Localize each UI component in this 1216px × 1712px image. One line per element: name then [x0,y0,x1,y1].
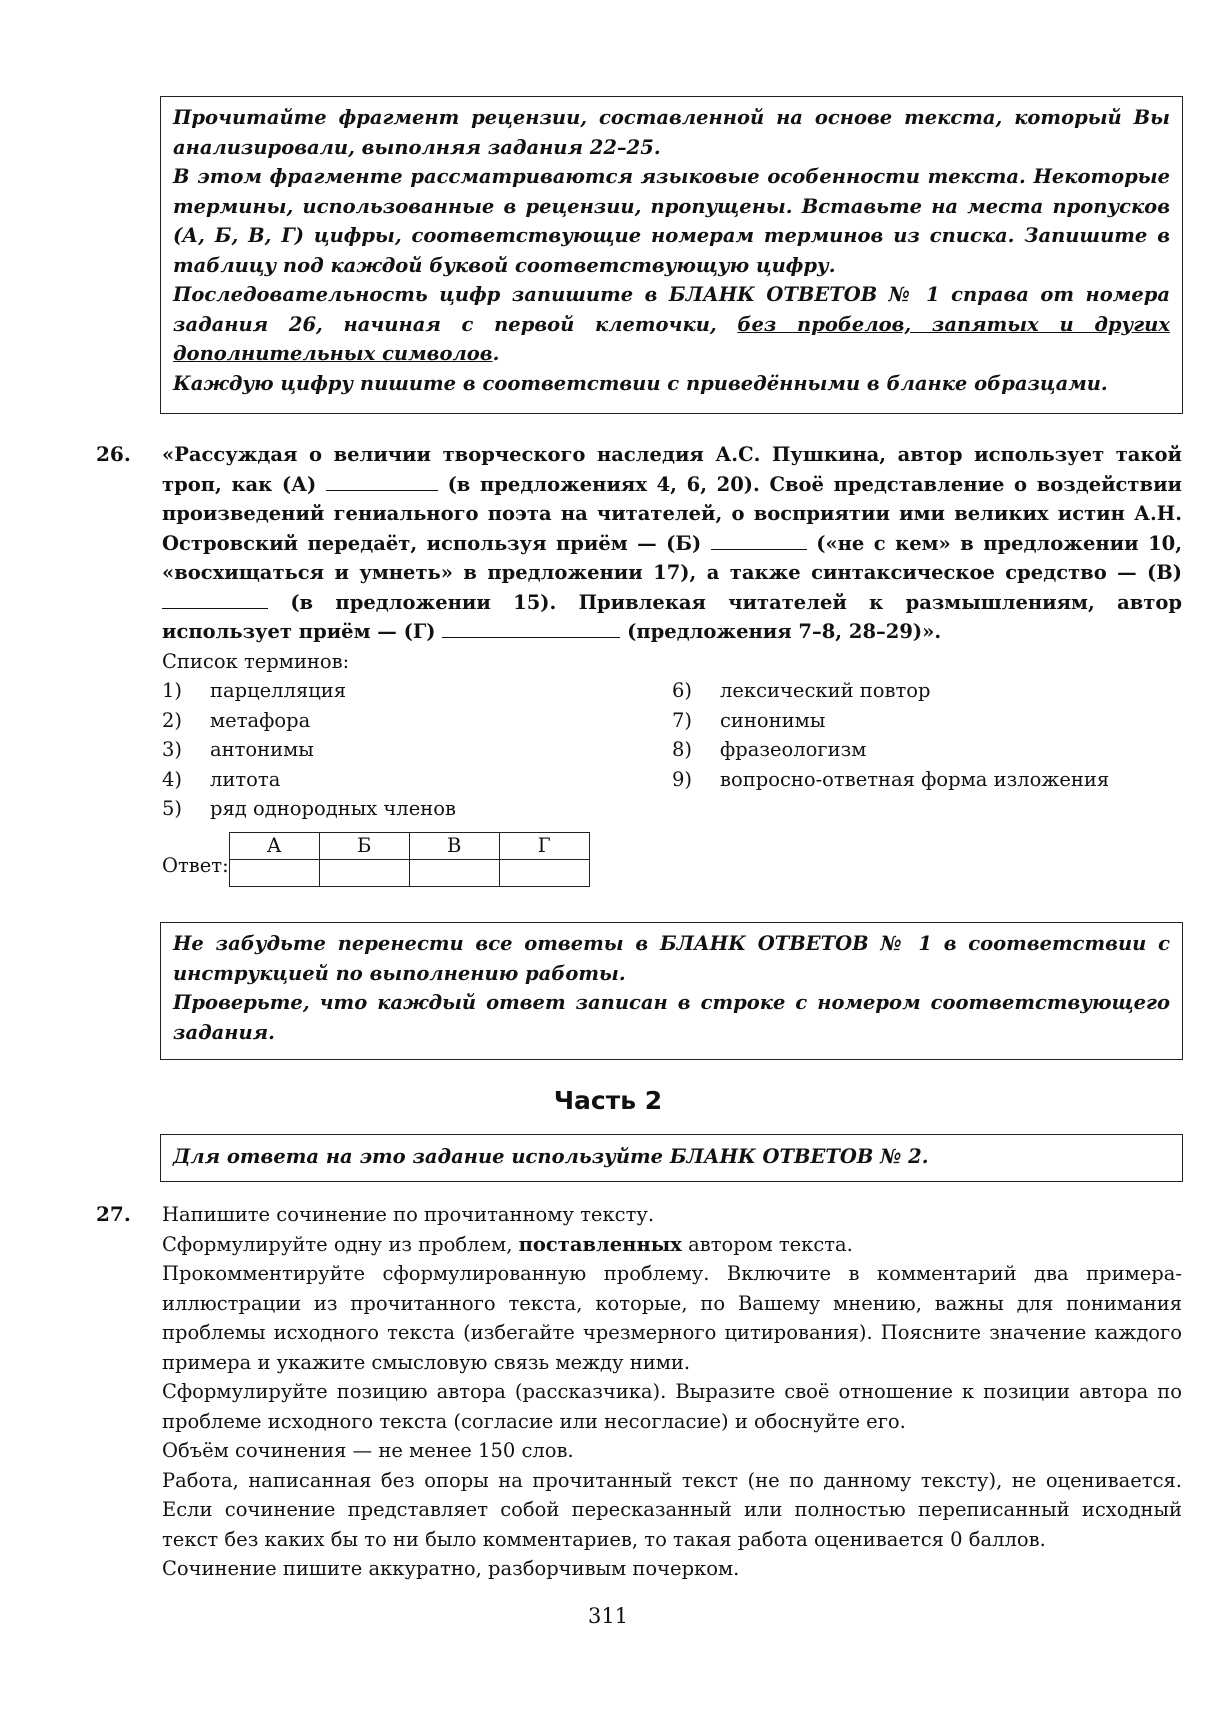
task-27-number: 27. [96,1202,131,1226]
terms-list [162,676,1182,824]
term-item: 4) литота [162,767,281,791]
task-26-number: 26. [96,442,131,466]
task-27-text-5: Объём сочинения — не менее 150 слов. [162,1439,574,1462]
term-item: 5) ряд однородных членов [162,797,456,820]
task-27-text-2: Сформулируйте одну из проблем, поставленных автором текста. [162,1232,853,1256]
answer-table [229,832,590,887]
task-27-text-3: Прокомментируйте сформулированную проблему. Включите в комментарий два примера-иллюстрации из прочитанного текста, которые, по Вашему мнению, важны для понимания проблемы исходного текста (избегайте чрезмерного цитирования). Поясните значение каждого примера и укажите смысловую связь между ними. [162,1262,1182,1374]
part-2-title: Часть 2 [553,1086,663,1115]
term-item: 8) фразеологизм [672,738,867,761]
underlined-requirement: без пробелов, запятых и других дополнительных символов [173,312,1170,365]
answer-label: Ответ: [162,854,229,877]
instruction-text-3: Последовательность цифр запишите в БЛАНК ОТВЕТОВ № 1 справа от номера задания 26, начиная с первой клеточки, без пробелов, запятых и других дополнительных символов. [173,283,1170,365]
answer-header-b: Б [319,832,409,859]
terms-title: Список терминов: [162,649,350,673]
blank-g [442,619,620,638]
blank-a [326,472,438,491]
task-27-text-7: Сочинение пишите аккуратно, разборчивым почерком. [162,1557,740,1580]
task-27-text-1: Напишите сочинение по прочитанному тексту. [162,1203,655,1226]
term-item: 6) лексический повтор [672,679,931,702]
reminder-text-1: Не забудьте перенести все ответы в БЛАНК ОТВЕТОВ № 1 в соответствии с инструкцией по выполнению работы. [173,932,1170,985]
instruction-text-1: Прочитайте фрагмент рецензии, составленной на основе текста, который Вы анализировали, выполняя задания 22–25. [173,106,1170,159]
answer-header-a: А [229,832,319,859]
instruction-text-2: В этом фрагменте рассматриваются языковые особенности текста. Некоторые термины, использованные в рецензии, пропущены. Вставьте на места пропусков (А, Б, В, Г) цифры, соответствующие номерам терминов из списка. Запишите в таблицу под каждой буквой соответствующую цифру. [173,165,1170,277]
task-27-text-4: Сформулируйте позицию автора (рассказчика). Выразите своё отношение к позиции автора по проблеме исходного текста (согласие или несогласие) и обоснуйте его. [162,1380,1182,1433]
task-27-body [162,1200,1182,1584]
instruction-text-4: Каждую цифру пишите в соответствии с приведёнными в бланке образцами. [173,371,1108,395]
answer-row [162,832,1182,887]
term-item: 1) парцелляция [162,679,347,702]
task-26-body [162,440,1182,887]
terms-column-right [672,676,1182,824]
reminder-text-2: Проверьте, что каждый ответ записан в строке с номером соответствующего задания. [173,991,1170,1044]
page-number: 311 [587,1604,629,1628]
blank-b [711,531,807,550]
term-item: 7) синонимы [672,708,826,732]
instruction-box [160,96,1183,414]
term-item: 3) антонимы [162,738,314,761]
task-27-text-6: Работа, написанная без опоры на прочитанный текст (не по данному тексту), не оценивается. Если сочинение представляет собой пересказанный или полностью переписанный исходный текст без каких бы то ни было комментариев, то такая работа оценивается 0 баллов. [162,1468,1182,1551]
answer-header-v: В [409,832,499,859]
answer-cell-b[interactable] [319,859,409,886]
terms-column-left [162,676,672,824]
answer-cell-v[interactable] [409,859,499,886]
blank-v [162,590,268,609]
reminder-box [160,922,1183,1060]
answer-cell-g[interactable] [499,859,589,886]
term-item: 9) вопросно-ответная форма изложения [672,767,1110,791]
answer-header-g: Г [499,832,589,859]
term-item: 2) метафора [162,708,311,732]
part-2-box [160,1134,1183,1182]
answer-cell-a[interactable] [229,859,319,886]
part-2-instruction: Для ответа на это задание используйте БЛАНК ОТВЕТОВ № 2. [173,1145,929,1168]
review-fragment: «Рассуждая о величии творческого наследия А.С. Пушкина, автор использует такой троп, как (А) (в предложениях 4, 6, 20). Своё представление о воздействии произведений гениального поэта на читателей, о восприятии ими великих истин А.Н. Островский передаёт, используя приём — (Б) («не с кем» в предложении 10, «восхищаться и умнеть» в предложении 17), а также синтаксическое средство — (В) (в предложении 15). Привлекая читателей к размышлениям, автор использует приём — (Г) (предложения 7–8, 28–29)». [162,443,1182,643]
